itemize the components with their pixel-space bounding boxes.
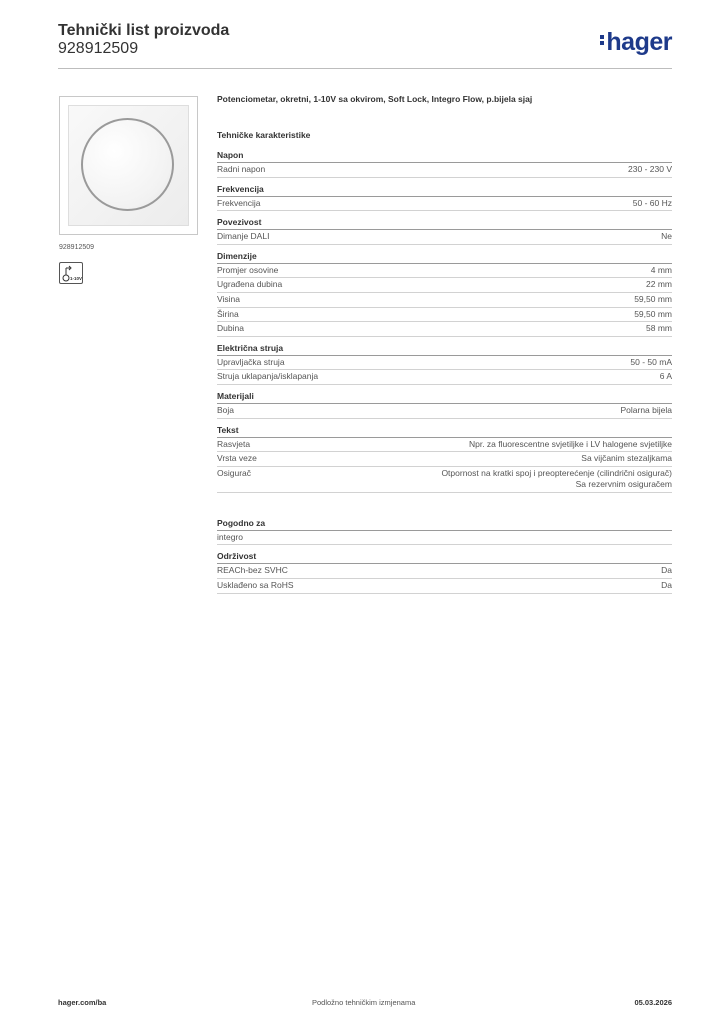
spec-group-title: Napon: [217, 150, 672, 163]
spec-label: REACh-bez SVHC: [217, 565, 288, 576]
logo-text: hager: [606, 28, 672, 56]
spec-label: Vrsta veze: [217, 453, 257, 464]
spec-value: 59,50 mm: [634, 308, 672, 319]
spec-value: Sa vijčanim stezaljkama: [581, 453, 672, 464]
spec-label: Dubina: [217, 323, 244, 334]
spec-label: Dimanje DALI: [217, 231, 270, 242]
spec-label: Radni napon: [217, 164, 266, 174]
spec-group: [217, 217, 672, 245]
1-10V-control-icon: [59, 262, 83, 284]
logo-dots-icon: [600, 33, 605, 47]
tech-section-title: Tehničke karakteristike: [217, 130, 311, 140]
spec-group-title: Povezivost: [217, 217, 672, 230]
spec-group: [217, 184, 672, 212]
spec-group: [217, 391, 672, 419]
spec-label: Struja uklapanja/isklapanja: [217, 371, 319, 382]
product-frame-plate: [68, 105, 189, 226]
footer-note: Podložno tehničkim izmjenama: [312, 998, 416, 1007]
spec-row: [217, 197, 672, 212]
suitable-title: Pogodno za: [217, 518, 672, 531]
spec-row: [217, 264, 672, 279]
spec-value: 50 - 60 Hz: [632, 197, 672, 208]
spec-value: 22 mm: [646, 279, 672, 290]
badge-label: 1-10V: [70, 276, 82, 281]
spec-group-title: Električna struja: [217, 343, 672, 356]
spec-value: 58 mm: [646, 323, 672, 334]
spec-label: Ugrađena dubina: [217, 279, 283, 290]
spec-row: [217, 163, 672, 178]
spec-group-title: Frekvencija: [217, 184, 672, 197]
product-image-caption: 928912509: [59, 244, 95, 251]
spec-row: [217, 438, 672, 453]
spec-group: [217, 150, 672, 178]
spec-label: Visina: [217, 293, 240, 304]
footer-website: hager.com/ba: [58, 998, 107, 1007]
hager-logo: [600, 28, 672, 57]
spec-value: 4 mm: [650, 264, 672, 275]
spec-value: 50 - 50 mA: [630, 356, 672, 367]
spec-label: Usklađeno sa RoHS: [217, 579, 294, 590]
spec-row: [217, 579, 672, 594]
spec-value: 59,50 mm: [634, 293, 672, 304]
product-number: 928912509: [58, 40, 139, 57]
spec-value: Npr. za fluorescentne svjetiljke i LV halogene svjetiljke: [468, 438, 672, 449]
spec-group: [217, 425, 672, 493]
spec-group: [217, 251, 672, 337]
spec-group-title: Tekst: [217, 425, 672, 438]
spec-row: [217, 308, 672, 323]
spec-label: Frekvencija: [217, 197, 261, 208]
spec-row: [217, 452, 672, 467]
spec-value: Da: [661, 565, 672, 576]
document-title: Tehnički list proizvoda: [58, 22, 230, 39]
spec-group-title: Dimenzije: [217, 251, 672, 264]
spec-group-title: Materijali: [217, 391, 672, 404]
sustainability-title: Održivost: [217, 551, 672, 564]
spec-row: [217, 278, 672, 293]
spec-group: [217, 343, 672, 385]
spec-label: Osigurač: [217, 467, 252, 478]
sustainability-group: [217, 551, 672, 593]
suitable-group: [217, 518, 672, 546]
spec-row: [217, 531, 672, 546]
spec-row: [217, 467, 672, 493]
header-divider: [58, 68, 672, 69]
product-description: Potenciometar, okretni, 1-10V sa okvirom, Soft Lock, Integro Flow, p.bijela sjaj: [217, 94, 533, 104]
spec-value-line2: Sa rezervnim osiguračem: [575, 479, 672, 490]
spec-row: [217, 293, 672, 308]
spec-value: 230 - 230 V: [628, 164, 672, 174]
rotary-dimmer-product-image: [59, 96, 198, 235]
spec-row: [217, 404, 672, 419]
suitable-label: integro: [217, 531, 243, 542]
spec-label: Širina: [217, 308, 239, 319]
spec-label: Rasvjeta: [217, 438, 251, 449]
spec-row: [217, 356, 672, 371]
spec-content: [217, 94, 672, 594]
spec-row: [217, 564, 672, 579]
spec-row: [217, 370, 672, 385]
spec-value: 6 A: [659, 371, 672, 382]
spec-value: Otpornost na kratki spoj i preopterećenje (cilindrični osigurač): [441, 467, 672, 478]
product-knob: [81, 118, 174, 211]
spec-value: Da: [661, 579, 672, 590]
spec-row: [217, 322, 672, 337]
spec-row: [217, 230, 672, 245]
footer-date: 05.03.2026: [634, 998, 672, 1007]
spec-value: Polarna bijela: [620, 404, 672, 415]
spec-label: Promjer osovine: [217, 264, 279, 275]
spec-label: Upravljačka struja: [217, 356, 285, 367]
spec-label: Boja: [217, 404, 235, 415]
spec-value-multiline: [441, 468, 672, 491]
spec-value: Ne: [661, 231, 672, 242]
